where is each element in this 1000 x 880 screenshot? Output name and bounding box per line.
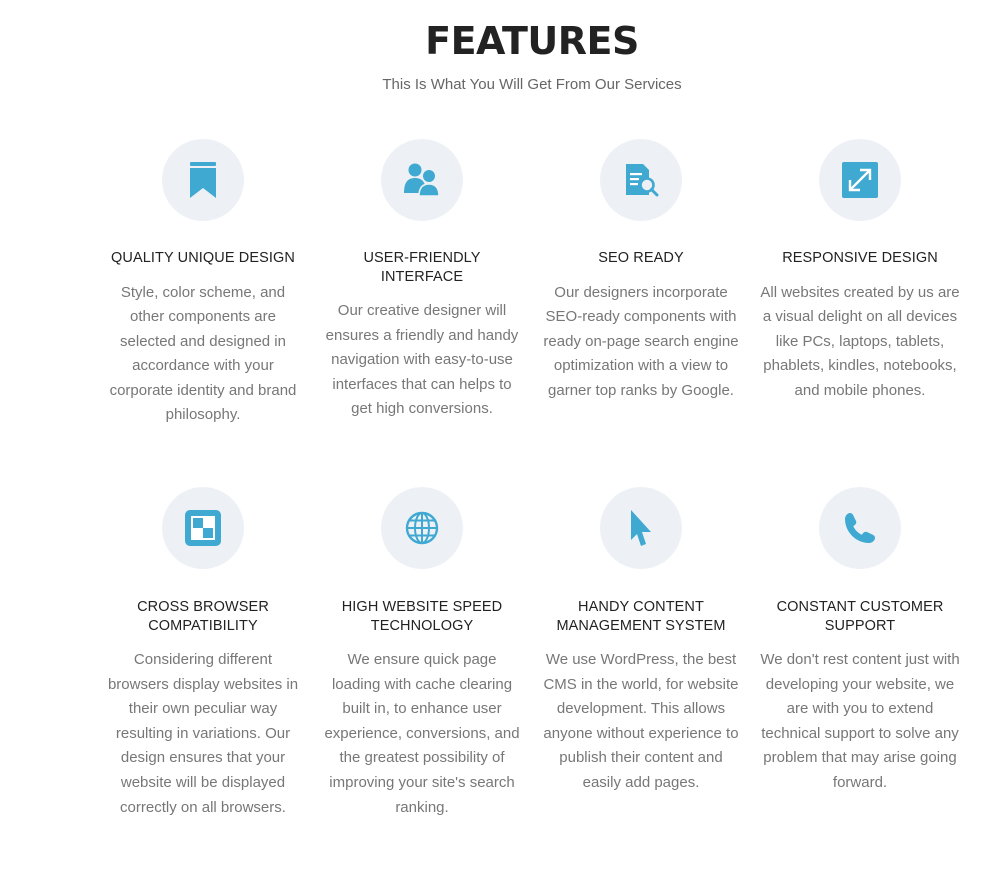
- feature-responsive-design: [760, 139, 960, 403]
- feature-title: [322, 598, 522, 635]
- feature-description: Style, color scheme, and other components are selected and designed in accordance with your corporate identity and brand philosophy.: [109, 283, 297, 424]
- icon-circle: [600, 487, 682, 569]
- feature-title: [760, 598, 960, 635]
- cursor-icon: [627, 508, 655, 548]
- feature-title-line: CROSS BROWSER: [137, 599, 269, 615]
- bookmark-icon: [188, 161, 218, 199]
- icon-circle: [381, 487, 463, 569]
- phone-icon: [843, 511, 877, 545]
- feature-constant-customer-support: [760, 487, 960, 796]
- feature-title-line: HANDY CONTENT: [578, 599, 704, 615]
- feature-title-line: TECHNOLOGY: [370, 617, 474, 634]
- icon-circle: [162, 487, 244, 569]
- expand-icon: [842, 162, 878, 198]
- section-title: FEATURES: [425, 19, 639, 63]
- feature-description: Our creative designer will ensures a friendly and handy navigation with easy-to-use interfaces that can helps to get high conversions.: [325, 302, 519, 418]
- feature-title-line: COMPATIBILITY: [148, 617, 258, 634]
- users-icon: [403, 162, 441, 198]
- feature-quality-unique-design: [103, 139, 303, 428]
- feature-description: All websites created by us are a visual delight on all devices like PCs, laptops, tablets, phablets, kindles, notebooks, and mobile phones.: [760, 283, 960, 399]
- icon-circle: [600, 139, 682, 221]
- section-subtitle: This Is What You Will Get From Our Services: [382, 76, 682, 93]
- feature-description: We ensure quick page loading with cache clearing built in, to enhance user experience, conversions, and the greatest possibility of improving your site's search ranking.: [324, 651, 520, 816]
- feature-title: USER-FRIENDLY INTERFACE: [363, 250, 481, 285]
- feature-title-line: MANAGEMENT SYSTEM: [556, 617, 726, 634]
- feature-title: SEO READY: [598, 250, 684, 266]
- feature-description: We don't rest content just with developing your website, we are with you to extend technical support to solve any problem that may arise going forward.: [760, 651, 960, 791]
- icon-circle: [381, 139, 463, 221]
- feature-title: [103, 598, 303, 635]
- feature-cross-browser-compatibility: [103, 487, 303, 820]
- feature-title: RESPONSIVE DESIGN: [782, 250, 938, 266]
- feature-user-friendly-interface: [322, 139, 522, 422]
- feature-title-line: CONSTANT CUSTOMER: [776, 599, 944, 615]
- feature-handy-content-management: [541, 487, 741, 796]
- document-search-icon: [623, 162, 659, 198]
- feature-title-line: HIGH WEBSITE SPEED: [341, 599, 503, 615]
- icon-circle: [819, 487, 901, 569]
- browser-window-icon: [185, 510, 221, 546]
- feature-description: Our designers incorporate SEO-ready components with ready on-page search engine optimization with a view to garner top ranks by Google.: [543, 283, 739, 399]
- feature-high-website-speed: [322, 487, 522, 820]
- icon-circle: [819, 139, 901, 221]
- feature-seo-ready: [541, 139, 741, 403]
- globe-icon: [404, 510, 440, 546]
- feature-description: We use WordPress, the best CMS in the world, for website development. This allows anyone without experience to publish their content and easily add pages.: [543, 651, 739, 791]
- feature-title: [541, 598, 741, 635]
- feature-title: QUALITY UNIQUE DESIGN: [111, 250, 295, 266]
- icon-circle: [162, 139, 244, 221]
- feature-description: Considering different browsers display websites in their own peculiar way resulting in variations. Our design ensures that your website will be displayed correctly on all browsers.: [107, 651, 299, 816]
- feature-title-line: SUPPORT: [824, 617, 896, 634]
